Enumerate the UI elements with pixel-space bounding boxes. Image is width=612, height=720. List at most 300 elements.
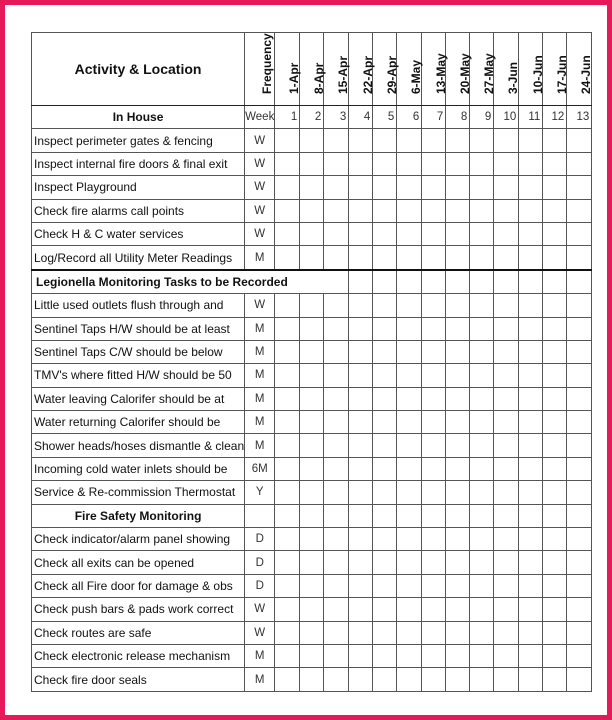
check-cell[interactable] [494, 294, 519, 317]
check-cell[interactable] [543, 644, 567, 667]
check-cell[interactable] [397, 340, 422, 363]
check-cell[interactable] [349, 528, 373, 551]
check-cell[interactable] [543, 411, 567, 434]
check-cell[interactable] [494, 411, 519, 434]
check-cell[interactable] [446, 340, 470, 363]
check-cell[interactable] [300, 411, 324, 434]
check-cell[interactable] [470, 551, 494, 574]
check-cell[interactable] [275, 294, 300, 317]
check-cell[interactable] [300, 457, 324, 480]
check-cell[interactable] [567, 176, 592, 199]
check-cell[interactable] [446, 199, 470, 222]
check-cell[interactable] [349, 598, 373, 621]
check-cell[interactable] [373, 504, 397, 527]
check-cell[interactable] [422, 551, 446, 574]
check-cell[interactable] [519, 152, 543, 175]
check-cell[interactable] [470, 129, 494, 152]
check-cell[interactable] [567, 551, 592, 574]
check-cell[interactable] [543, 294, 567, 317]
check-cell[interactable] [275, 574, 300, 597]
check-cell[interactable] [300, 551, 324, 574]
check-cell[interactable] [543, 246, 567, 270]
check-cell[interactable] [543, 598, 567, 621]
check-cell[interactable] [349, 504, 373, 527]
check-cell[interactable] [446, 246, 470, 270]
check-cell[interactable] [446, 668, 470, 691]
check-cell[interactable] [494, 481, 519, 504]
check-cell[interactable] [494, 598, 519, 621]
check-cell[interactable] [349, 574, 373, 597]
check-cell[interactable] [397, 504, 422, 527]
check-cell[interactable] [519, 644, 543, 667]
check-cell[interactable] [567, 411, 592, 434]
check-cell[interactable] [470, 176, 494, 199]
check-cell[interactable] [373, 294, 397, 317]
check-cell[interactable] [446, 222, 470, 245]
check-cell[interactable] [543, 528, 567, 551]
check-cell[interactable] [349, 294, 373, 317]
check-cell[interactable] [422, 294, 446, 317]
check-cell[interactable] [519, 199, 543, 222]
check-cell[interactable] [349, 621, 373, 644]
check-cell[interactable] [275, 504, 300, 527]
check-cell[interactable] [397, 457, 422, 480]
check-cell[interactable] [300, 528, 324, 551]
check-cell[interactable] [373, 621, 397, 644]
check-cell[interactable] [519, 270, 543, 294]
check-cell[interactable] [446, 598, 470, 621]
check-cell[interactable] [543, 457, 567, 480]
check-cell[interactable] [275, 481, 300, 504]
check-cell[interactable] [324, 411, 349, 434]
check-cell[interactable] [324, 364, 349, 387]
check-cell[interactable] [275, 598, 300, 621]
check-cell[interactable] [324, 668, 349, 691]
check-cell[interactable] [470, 457, 494, 480]
check-cell[interactable] [519, 504, 543, 527]
check-cell[interactable] [349, 387, 373, 410]
check-cell[interactable] [567, 199, 592, 222]
check-cell[interactable] [300, 434, 324, 457]
check-cell[interactable] [397, 668, 422, 691]
check-cell[interactable] [422, 621, 446, 644]
check-cell[interactable] [446, 294, 470, 317]
check-cell[interactable] [397, 481, 422, 504]
check-cell[interactable] [397, 294, 422, 317]
check-cell[interactable] [543, 222, 567, 245]
check-cell[interactable] [324, 434, 349, 457]
check-cell[interactable] [422, 457, 446, 480]
check-cell[interactable] [470, 152, 494, 175]
check-cell[interactable] [519, 411, 543, 434]
check-cell[interactable] [567, 504, 592, 527]
check-cell[interactable] [470, 364, 494, 387]
check-cell[interactable] [446, 152, 470, 175]
check-cell[interactable] [494, 621, 519, 644]
check-cell[interactable] [519, 598, 543, 621]
check-cell[interactable] [494, 129, 519, 152]
check-cell[interactable] [275, 457, 300, 480]
check-cell[interactable] [567, 270, 592, 294]
check-cell[interactable] [543, 481, 567, 504]
check-cell[interactable] [470, 598, 494, 621]
check-cell[interactable] [397, 551, 422, 574]
check-cell[interactable] [349, 411, 373, 434]
check-cell[interactable] [324, 621, 349, 644]
check-cell[interactable] [422, 668, 446, 691]
check-cell[interactable] [373, 528, 397, 551]
check-cell[interactable] [349, 668, 373, 691]
check-cell[interactable] [324, 317, 349, 340]
check-cell[interactable] [373, 411, 397, 434]
check-cell[interactable] [519, 457, 543, 480]
check-cell[interactable] [519, 340, 543, 363]
check-cell[interactable] [373, 317, 397, 340]
check-cell[interactable] [422, 199, 446, 222]
check-cell[interactable] [275, 199, 300, 222]
check-cell[interactable] [324, 574, 349, 597]
check-cell[interactable] [470, 644, 494, 667]
check-cell[interactable] [275, 340, 300, 363]
check-cell[interactable] [446, 644, 470, 667]
check-cell[interactable] [397, 528, 422, 551]
check-cell[interactable] [324, 387, 349, 410]
check-cell[interactable] [446, 574, 470, 597]
check-cell[interactable] [397, 270, 422, 294]
check-cell[interactable] [324, 246, 349, 270]
check-cell[interactable] [422, 528, 446, 551]
check-cell[interactable] [373, 270, 397, 294]
check-cell[interactable] [349, 481, 373, 504]
check-cell[interactable] [373, 199, 397, 222]
check-cell[interactable] [519, 246, 543, 270]
check-cell[interactable] [519, 434, 543, 457]
check-cell[interactable] [300, 598, 324, 621]
check-cell[interactable] [446, 364, 470, 387]
check-cell[interactable] [300, 152, 324, 175]
check-cell[interactable] [519, 129, 543, 152]
check-cell[interactable] [470, 387, 494, 410]
check-cell[interactable] [494, 504, 519, 527]
check-cell[interactable] [349, 270, 373, 294]
check-cell[interactable] [567, 317, 592, 340]
check-cell[interactable] [324, 528, 349, 551]
check-cell[interactable] [349, 317, 373, 340]
check-cell[interactable] [494, 246, 519, 270]
check-cell[interactable] [397, 152, 422, 175]
check-cell[interactable] [567, 528, 592, 551]
check-cell[interactable] [275, 551, 300, 574]
check-cell[interactable] [300, 504, 324, 527]
check-cell[interactable] [397, 434, 422, 457]
check-cell[interactable] [349, 199, 373, 222]
check-cell[interactable] [349, 246, 373, 270]
check-cell[interactable] [543, 152, 567, 175]
check-cell[interactable] [373, 644, 397, 667]
check-cell[interactable] [494, 270, 519, 294]
check-cell[interactable] [397, 317, 422, 340]
check-cell[interactable] [422, 152, 446, 175]
check-cell[interactable] [470, 246, 494, 270]
check-cell[interactable] [349, 644, 373, 667]
check-cell[interactable] [397, 574, 422, 597]
check-cell[interactable] [470, 340, 494, 363]
check-cell[interactable] [519, 317, 543, 340]
check-cell[interactable] [275, 246, 300, 270]
check-cell[interactable] [275, 152, 300, 175]
check-cell[interactable] [543, 621, 567, 644]
check-cell[interactable] [567, 644, 592, 667]
check-cell[interactable] [519, 481, 543, 504]
check-cell[interactable] [349, 340, 373, 363]
check-cell[interactable] [349, 434, 373, 457]
check-cell[interactable] [373, 598, 397, 621]
check-cell[interactable] [567, 364, 592, 387]
check-cell[interactable] [300, 644, 324, 667]
check-cell[interactable] [373, 176, 397, 199]
check-cell[interactable] [519, 668, 543, 691]
check-cell[interactable] [567, 434, 592, 457]
check-cell[interactable] [373, 434, 397, 457]
check-cell[interactable] [422, 246, 446, 270]
check-cell[interactable] [349, 176, 373, 199]
check-cell[interactable] [543, 317, 567, 340]
check-cell[interactable] [324, 222, 349, 245]
check-cell[interactable] [519, 621, 543, 644]
check-cell[interactable] [324, 457, 349, 480]
check-cell[interactable] [300, 668, 324, 691]
check-cell[interactable] [324, 294, 349, 317]
check-cell[interactable] [397, 246, 422, 270]
check-cell[interactable] [543, 176, 567, 199]
check-cell[interactable] [470, 504, 494, 527]
check-cell[interactable] [446, 504, 470, 527]
check-cell[interactable] [373, 668, 397, 691]
check-cell[interactable] [422, 387, 446, 410]
check-cell[interactable] [275, 411, 300, 434]
check-cell[interactable] [543, 504, 567, 527]
check-cell[interactable] [567, 621, 592, 644]
check-cell[interactable] [324, 176, 349, 199]
check-cell[interactable] [300, 574, 324, 597]
check-cell[interactable] [422, 176, 446, 199]
check-cell[interactable] [422, 644, 446, 667]
check-cell[interactable] [567, 222, 592, 245]
check-cell[interactable] [300, 129, 324, 152]
check-cell[interactable] [324, 340, 349, 363]
check-cell[interactable] [446, 481, 470, 504]
check-cell[interactable] [373, 387, 397, 410]
check-cell[interactable] [446, 270, 470, 294]
check-cell[interactable] [470, 294, 494, 317]
check-cell[interactable] [373, 364, 397, 387]
check-cell[interactable] [275, 387, 300, 410]
check-cell[interactable] [543, 668, 567, 691]
check-cell[interactable] [470, 317, 494, 340]
check-cell[interactable] [519, 364, 543, 387]
check-cell[interactable] [543, 387, 567, 410]
check-cell[interactable] [543, 199, 567, 222]
check-cell[interactable] [494, 152, 519, 175]
check-cell[interactable] [446, 457, 470, 480]
check-cell[interactable] [494, 574, 519, 597]
check-cell[interactable] [543, 574, 567, 597]
check-cell[interactable] [446, 129, 470, 152]
check-cell[interactable] [567, 668, 592, 691]
check-cell[interactable] [397, 176, 422, 199]
check-cell[interactable] [470, 574, 494, 597]
check-cell[interactable] [494, 176, 519, 199]
check-cell[interactable] [300, 340, 324, 363]
check-cell[interactable] [275, 621, 300, 644]
check-cell[interactable] [470, 199, 494, 222]
check-cell[interactable] [567, 340, 592, 363]
check-cell[interactable] [349, 129, 373, 152]
check-cell[interactable] [567, 574, 592, 597]
check-cell[interactable] [519, 176, 543, 199]
check-cell[interactable] [349, 551, 373, 574]
check-cell[interactable] [567, 387, 592, 410]
check-cell[interactable] [446, 317, 470, 340]
check-cell[interactable] [446, 551, 470, 574]
check-cell[interactable] [470, 481, 494, 504]
check-cell[interactable] [470, 222, 494, 245]
check-cell[interactable] [373, 574, 397, 597]
check-cell[interactable] [422, 129, 446, 152]
check-cell[interactable] [300, 364, 324, 387]
check-cell[interactable] [494, 364, 519, 387]
check-cell[interactable] [397, 129, 422, 152]
check-cell[interactable] [519, 574, 543, 597]
check-cell[interactable] [470, 528, 494, 551]
check-cell[interactable] [446, 528, 470, 551]
check-cell[interactable] [422, 574, 446, 597]
check-cell[interactable] [275, 176, 300, 199]
check-cell[interactable] [494, 317, 519, 340]
check-cell[interactable] [300, 176, 324, 199]
check-cell[interactable] [373, 246, 397, 270]
check-cell[interactable] [373, 129, 397, 152]
check-cell[interactable] [397, 621, 422, 644]
check-cell[interactable] [275, 222, 300, 245]
check-cell[interactable] [494, 387, 519, 410]
check-cell[interactable] [275, 528, 300, 551]
check-cell[interactable] [422, 434, 446, 457]
check-cell[interactable] [519, 294, 543, 317]
check-cell[interactable] [300, 481, 324, 504]
check-cell[interactable] [349, 457, 373, 480]
check-cell[interactable] [470, 411, 494, 434]
check-cell[interactable] [567, 294, 592, 317]
check-cell[interactable] [446, 387, 470, 410]
check-cell[interactable] [324, 199, 349, 222]
check-cell[interactable] [543, 551, 567, 574]
check-cell[interactable] [422, 340, 446, 363]
check-cell[interactable] [567, 481, 592, 504]
check-cell[interactable] [519, 528, 543, 551]
check-cell[interactable] [349, 222, 373, 245]
check-cell[interactable] [422, 317, 446, 340]
check-cell[interactable] [543, 434, 567, 457]
check-cell[interactable] [324, 504, 349, 527]
check-cell[interactable] [397, 199, 422, 222]
check-cell[interactable] [446, 176, 470, 199]
check-cell[interactable] [397, 387, 422, 410]
check-cell[interactable] [275, 644, 300, 667]
check-cell[interactable] [446, 434, 470, 457]
check-cell[interactable] [324, 551, 349, 574]
check-cell[interactable] [567, 152, 592, 175]
check-cell[interactable] [543, 129, 567, 152]
check-cell[interactable] [373, 222, 397, 245]
check-cell[interactable] [300, 387, 324, 410]
check-cell[interactable] [300, 294, 324, 317]
check-cell[interactable] [543, 270, 567, 294]
check-cell[interactable] [446, 621, 470, 644]
check-cell[interactable] [324, 644, 349, 667]
check-cell[interactable] [300, 199, 324, 222]
check-cell[interactable] [300, 621, 324, 644]
check-cell[interactable] [373, 152, 397, 175]
check-cell[interactable] [373, 457, 397, 480]
check-cell[interactable] [470, 434, 494, 457]
check-cell[interactable] [397, 411, 422, 434]
check-cell[interactable] [275, 129, 300, 152]
check-cell[interactable] [397, 598, 422, 621]
check-cell[interactable] [543, 364, 567, 387]
check-cell[interactable] [494, 199, 519, 222]
check-cell[interactable] [324, 129, 349, 152]
check-cell[interactable] [446, 411, 470, 434]
check-cell[interactable] [519, 387, 543, 410]
check-cell[interactable] [373, 551, 397, 574]
check-cell[interactable] [470, 668, 494, 691]
check-cell[interactable] [300, 222, 324, 245]
check-cell[interactable] [275, 364, 300, 387]
check-cell[interactable] [422, 364, 446, 387]
check-cell[interactable] [300, 317, 324, 340]
check-cell[interactable] [567, 598, 592, 621]
check-cell[interactable] [422, 270, 446, 294]
check-cell[interactable] [494, 644, 519, 667]
check-cell[interactable] [349, 152, 373, 175]
check-cell[interactable] [275, 668, 300, 691]
check-cell[interactable] [494, 457, 519, 480]
check-cell[interactable] [494, 528, 519, 551]
check-cell[interactable] [373, 481, 397, 504]
check-cell[interactable] [422, 222, 446, 245]
check-cell[interactable] [567, 246, 592, 270]
check-cell[interactable] [349, 364, 373, 387]
check-cell[interactable] [494, 551, 519, 574]
check-cell[interactable] [567, 457, 592, 480]
check-cell[interactable] [519, 222, 543, 245]
check-cell[interactable] [373, 340, 397, 363]
check-cell[interactable] [324, 152, 349, 175]
check-cell[interactable] [397, 364, 422, 387]
check-cell[interactable] [422, 598, 446, 621]
check-cell[interactable] [397, 222, 422, 245]
check-cell[interactable] [567, 129, 592, 152]
check-cell[interactable] [519, 551, 543, 574]
check-cell[interactable] [422, 481, 446, 504]
check-cell[interactable] [397, 644, 422, 667]
check-cell[interactable] [300, 246, 324, 270]
check-cell[interactable] [324, 598, 349, 621]
check-cell[interactable] [422, 504, 446, 527]
check-cell[interactable] [324, 481, 349, 504]
check-cell[interactable] [494, 434, 519, 457]
